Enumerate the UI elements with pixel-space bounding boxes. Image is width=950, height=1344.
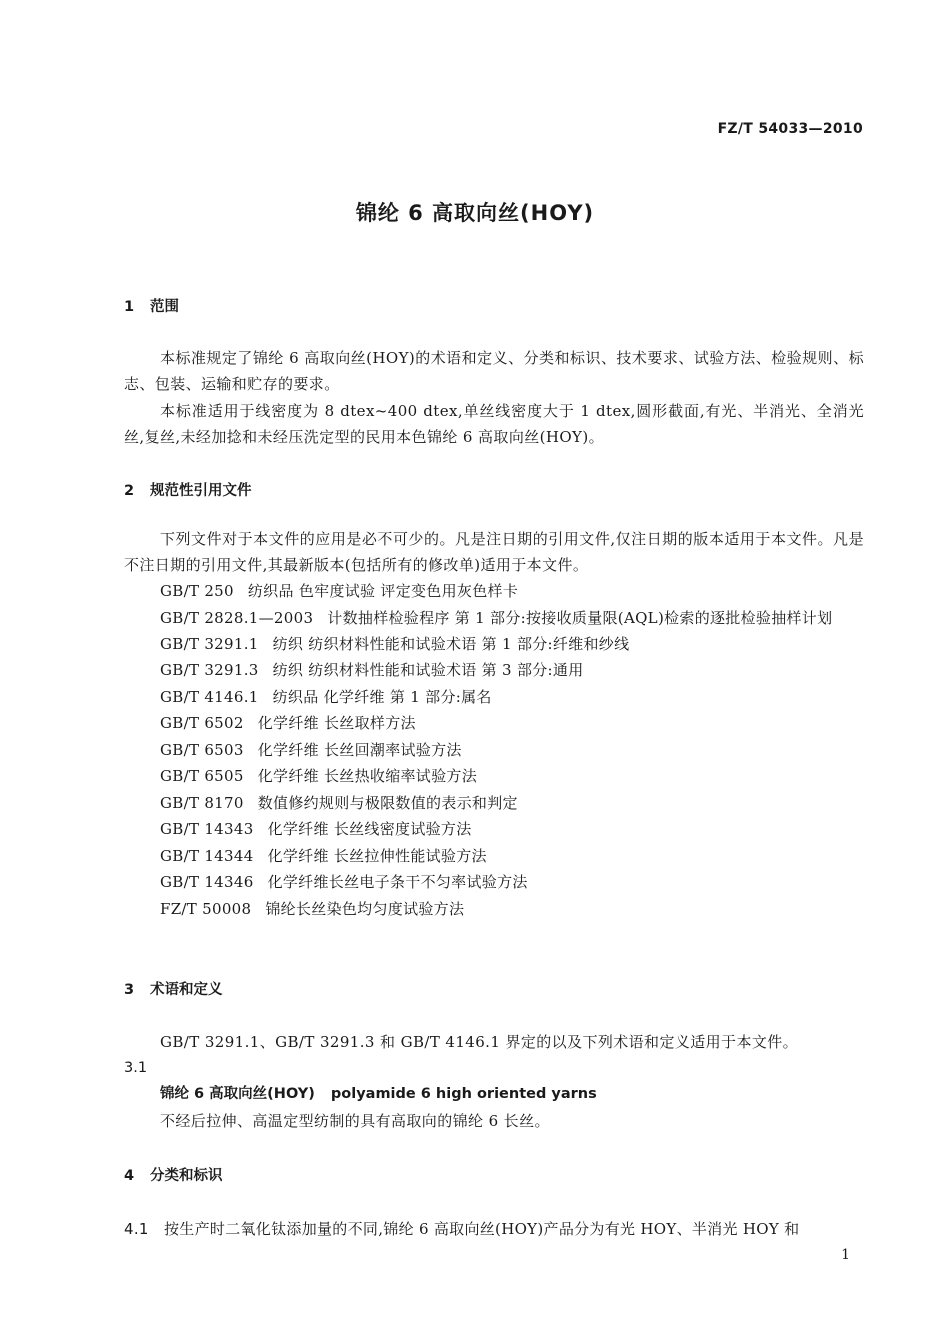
section-3-intro: GB/T 3291.1、GB/T 3291.3 和 GB/T 4146.1 界定的以及下列术语和定义适用于本文件。 — [160, 1033, 799, 1051]
reference-item: GB/T 8170 数值修约规则与极限数值的表示和判定 — [160, 793, 518, 812]
reference-item: GB/T 6505 化学纤维 长丝热收缩率试验方法 — [160, 767, 477, 785]
term-name-chinese: 锦纶 6 高取向丝(HOY) — [160, 1086, 315, 1102]
reference-item: GB/T 4146.1 纺织品 化学纤维 第 1 部分:属名 — [160, 687, 492, 706]
section-2-heading — [124, 478, 252, 504]
reference-item: GB/T 6502 化学纤维 长丝取样方法 — [160, 714, 416, 732]
term-definition: 不经后拉伸、高温定型纺制的具有高取向的锦纶 6 长丝。 — [160, 1112, 550, 1130]
clause-4-1 — [124, 1216, 864, 1242]
reference-item: GB/T 6503 化学纤维 长丝回潮率试验方法 — [160, 740, 462, 759]
section-number: 3 — [124, 982, 135, 998]
reference-item: GB/T 2828.1—2003 计数抽样检验程序 第 1 部分:按接收质量限(AQL)检索的逐批检验抽样计划 — [160, 608, 833, 627]
reference-item: GB/T 3291.3 纺织 纺织材料性能和试验术语 第 3 部分:通用 — [160, 661, 584, 679]
clause-text: 按生产时二氧化钛添加量的不同,锦纶 6 高取向丝(HOY)产品分为有光 HOY、半消光 HOY 和 — [164, 1220, 800, 1238]
reference-item: GB/T 14343 化学纤维 长丝线密度试验方法 — [160, 820, 472, 838]
section-title: 术语和定义 — [150, 982, 223, 998]
section-1-heading — [124, 294, 179, 320]
section-1-paragraph-2: 本标准适用于线密度为 8 dtex~400 dtex,单丝线密度大于 1 dtex,圆形截面,有光、半消光、全消光丝,复丝,未经加捻和未经压洗定型的民用本色锦纶 6 高取向丝(HOY)。 — [124, 402, 864, 446]
section-4-heading — [124, 1163, 223, 1189]
reference-item: GB/T 250 纺织品 色牢度试验 评定变色用灰色样卡 — [160, 582, 519, 600]
section-number: 2 — [124, 483, 135, 499]
reference-item: GB/T 3291.1 纺织 纺织材料性能和试验术语 第 1 部分:纤维和纱线 — [160, 634, 630, 653]
section-number: 1 — [124, 299, 135, 315]
section-number: 4 — [124, 1168, 135, 1184]
section-title: 规范性引用文件 — [150, 483, 252, 499]
term-name — [160, 1081, 597, 1107]
term-number: 3.1 — [124, 1060, 148, 1076]
section-title: 范围 — [150, 299, 179, 315]
reference-item: FZ/T 50008 锦纶长丝染色均匀度试验方法 — [160, 899, 465, 918]
page-number: 1 — [841, 1247, 850, 1263]
term-name-english: polyamide 6 high oriented yarns — [330, 1086, 597, 1102]
standard-code: FZ/T 54033—2010 — [717, 121, 863, 137]
clause-number: 4.1 — [124, 1220, 149, 1238]
reference-item: GB/T 14346 化学纤维长丝电子条干不匀率试验方法 — [160, 873, 528, 891]
section-2-intro: 下列文件对于本文件的应用是必不可少的。凡是注日期的引用文件,仅注日期的版本适用于本文件。凡是不注日期的引用文件,其最新版本(包括所有的修改单)适用于本文件。 — [124, 530, 864, 574]
section-1-paragraph-1: 本标准规定了锦纶 6 高取向丝(HOY)的术语和定义、分类和标识、技术要求、试验方法、检验规则、标志、包装、运输和贮存的要求。 — [124, 349, 864, 393]
section-3-heading — [124, 977, 223, 1003]
document-title: 锦纶 6 高取向丝(HOY) — [355, 201, 595, 225]
reference-item: GB/T 14344 化学纤维 长丝拉伸性能试验方法 — [160, 846, 487, 865]
section-title: 分类和标识 — [150, 1168, 223, 1184]
reference-list — [124, 578, 864, 922]
